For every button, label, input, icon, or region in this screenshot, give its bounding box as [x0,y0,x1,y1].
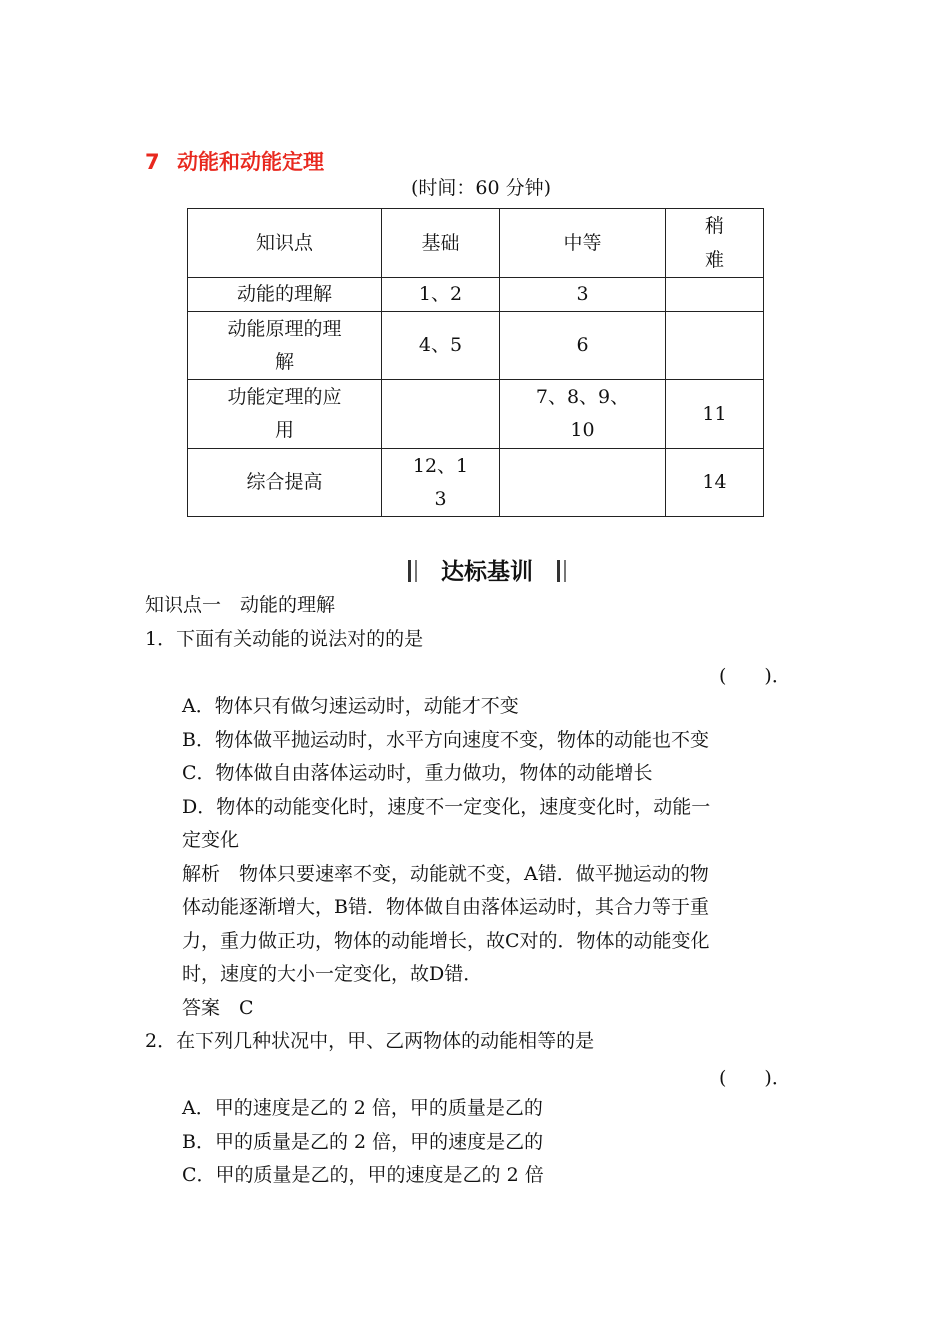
q2-stem: 2．在下列几种状况中，甲、乙两物体的动能相等的是 [145,1030,595,1052]
table-cell: 动能的理解 [188,278,382,312]
table-row [188,449,764,517]
header-cell-basic: 基础 [382,209,500,278]
divider-bar [557,560,560,582]
lesson-title [145,146,324,176]
table-cell [666,278,764,312]
header-cell-medium: 中等 [500,209,666,278]
q1-answer: 答案 C [182,997,254,1019]
divider-bar [564,560,566,582]
table-cell [666,312,764,380]
divider-bar [415,560,417,582]
section-title: 达标基训 [441,559,533,585]
q2-option-a: A．甲的速度是乙的 2 倍，甲的质量是乙的 [182,1097,543,1119]
q1-analysis: 体动能逐渐增大，B错．物体做自由落体运动时，其合力等于重 [182,896,709,918]
table-row [188,380,764,449]
section-heading [406,553,568,586]
time-note: (时间：60 分钟) [411,177,552,199]
q2-option-b: B．甲的质量是乙的 2 倍，甲的速度是乙的 [182,1131,544,1153]
q1-analysis: 解析 物体只要速率不变，动能就不变，A错．做平抛运动的物 [182,863,709,885]
q1-stem: 1．下面有关动能的说法对的的是 [145,628,424,650]
q1-option-b: B．物体做平抛运动时，水平方向速度不变，物体的动能也不变 [182,729,709,751]
header-cell-hard: 稍难 [666,209,764,278]
header-cell-knowledge: 知识点 [188,209,382,278]
divider-bar [408,560,411,582]
table-cell: 4、5 [382,312,500,380]
q1-answer-blank: ( )． [719,665,791,687]
q1-option-c: C．物体做自由落体运动时，重力做功，物体的动能增长 [182,762,653,784]
lesson-number: 7 [145,150,160,174]
q1-option-a: A．物体只有做匀速运动时，动能才不变 [182,695,519,717]
table-cell: 12、13 [382,449,500,517]
knowledge-point-label: 知识点一 动能的理解 [145,594,336,616]
q1-analysis: 力，重力做正功，物体的动能增长，故C对的．物体的动能变化 [182,930,710,952]
table-cell: 3 [500,278,666,312]
q1-option-d-cont: 定变化 [182,829,240,851]
q2-option-c: C．甲的质量是乙的，甲的速度是乙的 2 倍 [182,1164,544,1186]
knowledge-table [187,208,764,517]
table-cell: 综合提高 [188,449,382,517]
table-cell: 14 [666,449,764,517]
table-cell: 7、8、9、10 [500,380,666,449]
table-cell [382,380,500,449]
table-cell [500,449,666,517]
table-cell: 动能原理的理解 [188,312,382,380]
q2-answer-blank: ( )． [719,1067,791,1089]
table-cell: 1、2 [382,278,500,312]
table-cell: 功能定理的应用 [188,380,382,449]
table-cell: 6 [500,312,666,380]
lesson-title-text: 动能和动能定理 [177,150,324,174]
table-header-row [188,209,764,278]
q1-analysis: 时，速度的大小一定变化，故D错． [182,963,483,985]
q1-option-d: D．物体的动能变化时，速度不一定变化，速度变化时，动能一 [182,796,711,818]
table-row [188,312,764,380]
table-row [188,278,764,312]
table-cell: 11 [666,380,764,449]
